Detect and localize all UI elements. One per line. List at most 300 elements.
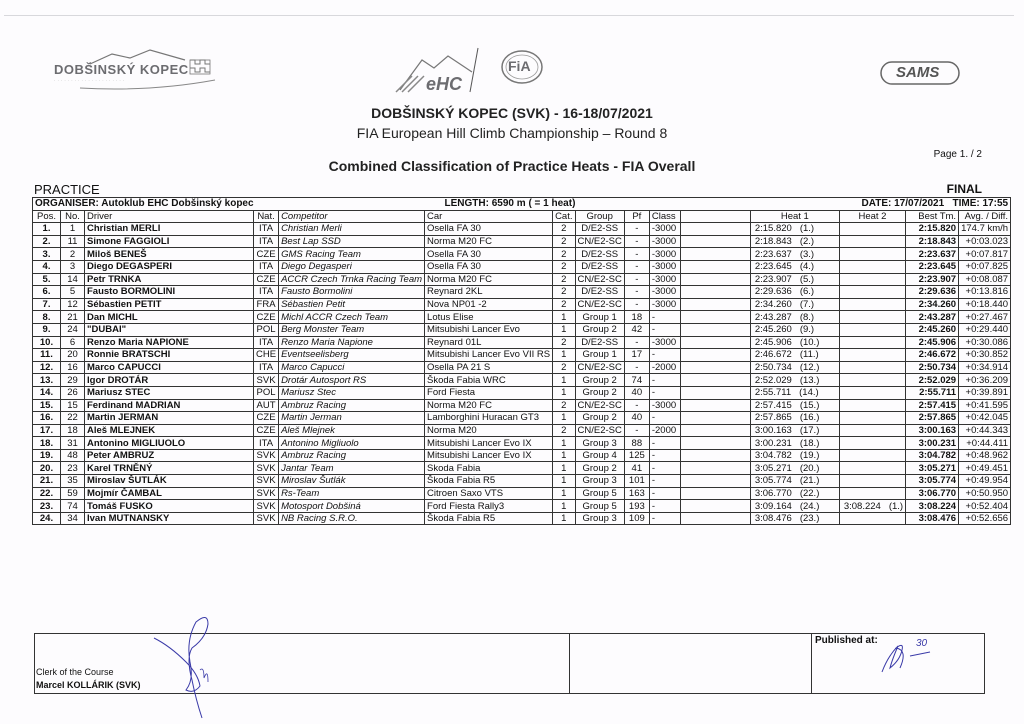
cell-group: Group 3 xyxy=(575,475,624,488)
cell-nat: SVK xyxy=(254,449,279,462)
cell-pf: 163 xyxy=(624,487,649,500)
cell-competitor: Martin Jerman xyxy=(279,412,425,425)
cell-pos: 12. xyxy=(33,361,61,374)
cell-nat: CZE xyxy=(254,424,279,437)
cell-pf: 42 xyxy=(624,323,649,336)
cell-pos: 10. xyxy=(33,336,61,349)
col-heat1: Heat 1 xyxy=(750,210,839,223)
cell-no: 35 xyxy=(61,475,85,488)
heat1-rank: (3.) xyxy=(799,248,815,260)
col-group: Group xyxy=(575,210,624,223)
cell-group: CN/E2-SC xyxy=(575,235,624,248)
cell-competitor: Best Lap SSD xyxy=(279,235,425,248)
cell-best: 2:18.843 xyxy=(906,235,959,248)
cell-pos: 5. xyxy=(33,273,61,286)
cell-pos: 4. xyxy=(33,260,61,273)
heat1-time: 3:00.231 xyxy=(754,437,792,449)
cell-driver: Marco CAPUCCI xyxy=(85,361,254,374)
cell-driver: Mariusz STEC xyxy=(85,386,254,399)
heat1-rank: (1.) xyxy=(799,223,815,235)
cell-heat2 xyxy=(839,248,905,261)
cell-driver: Christian MERLI xyxy=(85,223,254,236)
col-driver: Driver xyxy=(85,210,254,223)
table-row xyxy=(33,512,1011,525)
cell-diff: +0:39.891 xyxy=(959,386,1011,399)
cell-pf: - xyxy=(624,223,649,236)
cell-nat: CHE xyxy=(254,349,279,362)
cell-driver: Diego DEGASPERI xyxy=(85,260,254,273)
cell-competitor: Eventseelisberg xyxy=(279,349,425,362)
cell-heat2 xyxy=(839,260,905,273)
table-row xyxy=(33,475,1011,488)
cell-heat1 xyxy=(750,374,839,387)
cell-best: 2:23.637 xyxy=(906,248,959,261)
cell-blank xyxy=(680,298,750,311)
table-row xyxy=(33,273,1011,286)
cell-car: Osella FA 30 xyxy=(425,260,553,273)
cell-blank xyxy=(680,475,750,488)
cell-heat1 xyxy=(750,412,839,425)
cell-heat1 xyxy=(750,449,839,462)
cell-cat: 1 xyxy=(553,349,575,362)
cell-no: 1 xyxy=(61,223,85,236)
cell-group: Group 2 xyxy=(575,374,624,387)
heat1-rank: (14.) xyxy=(799,387,819,399)
championship-title: FIA European Hill Climb Championship – Round 8 xyxy=(356,125,668,141)
cell-group: CN/E2-SC xyxy=(575,399,624,412)
cell-heat2 xyxy=(839,449,905,462)
clerk-name: Marcel KOLLÁRIK (SVK) xyxy=(36,680,141,690)
heat2-time: 3:08.224 xyxy=(843,500,881,512)
time: TIME: 17:55 xyxy=(952,198,1009,210)
session-label: PRACTICE xyxy=(34,182,100,197)
clerk-role: Clerk of the Course xyxy=(36,667,114,677)
cell-nat: SVK xyxy=(254,500,279,513)
table-row xyxy=(33,235,1011,248)
cell-blank xyxy=(680,260,750,273)
cell-blank xyxy=(680,462,750,475)
cell-no: 26 xyxy=(61,386,85,399)
cell-pos: 18. xyxy=(33,437,61,450)
cell-blank xyxy=(680,235,750,248)
heat1-time: 3:00.163 xyxy=(754,424,792,436)
cell-competitor: Renzo Maria Napione xyxy=(279,336,425,349)
info-row xyxy=(33,198,1011,211)
cell-group: Group 1 xyxy=(575,311,624,324)
cell-cat: 1 xyxy=(553,412,575,425)
cell-class: -2000 xyxy=(649,424,680,437)
cell-heat1 xyxy=(750,273,839,286)
cell-group: CN/E2-SC xyxy=(575,424,624,437)
cell-nat: POL xyxy=(254,323,279,336)
cell-heat1 xyxy=(750,386,839,399)
cell-driver: Fausto BORMOLINI xyxy=(85,286,254,299)
cell-heat2 xyxy=(839,235,905,248)
cell-competitor: Miroslav Šutlák xyxy=(279,475,425,488)
cell-nat: AUT xyxy=(254,399,279,412)
cell-nat: SVK xyxy=(254,475,279,488)
cell-driver: Simone FAGGIOLI xyxy=(85,235,254,248)
cell-heat1 xyxy=(750,512,839,525)
table-row xyxy=(33,386,1011,399)
cell-diff: 174.7 km/h xyxy=(959,223,1011,236)
cell-pf: 109 xyxy=(624,512,649,525)
heat1-time: 3:04.782 xyxy=(754,450,792,462)
cell-cat: 1 xyxy=(553,449,575,462)
cell-pf: - xyxy=(624,424,649,437)
published-time-text: 30 xyxy=(916,638,928,649)
cell-heat1 xyxy=(750,399,839,412)
cell-class: -3000 xyxy=(649,298,680,311)
classification-title: Combined Classification of Practice Heats - FIA Overall xyxy=(328,158,696,174)
cell-pf: - xyxy=(624,273,649,286)
cell-pos: 1. xyxy=(33,223,61,236)
cell-diff: +0:48.962 xyxy=(959,449,1011,462)
heat2-rank: (1.) xyxy=(888,500,904,512)
cell-no: 16 xyxy=(61,361,85,374)
cell-car: Škoda Fabia R5 xyxy=(425,475,553,488)
cell-heat1 xyxy=(750,248,839,261)
cell-cat: 2 xyxy=(553,260,575,273)
cell-pf: 125 xyxy=(624,449,649,462)
cell-group: D/E2-SS xyxy=(575,223,624,236)
cell-blank xyxy=(680,311,750,324)
heat1-rank: (4.) xyxy=(799,261,815,273)
cell-pos: 22. xyxy=(33,487,61,500)
cell-best: 3:00.163 xyxy=(906,424,959,437)
cell-car: Mitsubishi Lancer Evo IX xyxy=(425,449,553,462)
cell-class: - xyxy=(649,512,680,525)
cell-pos: 6. xyxy=(33,286,61,299)
cell-heat2 xyxy=(839,223,905,236)
cell-nat: ITA xyxy=(254,260,279,273)
cell-best: 3:05.774 xyxy=(906,475,959,488)
cell-cat: 2 xyxy=(553,223,575,236)
length: LENGTH: 6590 m ( = 1 heat) xyxy=(425,198,681,211)
heat1-time: 3:06.770 xyxy=(754,487,792,499)
cell-diff: +0:44.411 xyxy=(959,437,1011,450)
cell-pos: 9. xyxy=(33,323,61,336)
cell-driver: Miloš BENEŠ xyxy=(85,248,254,261)
cell-diff: +0:07.817 xyxy=(959,248,1011,261)
cell-competitor: Ambruz Racing xyxy=(279,449,425,462)
cell-best: 2:43.287 xyxy=(906,311,959,324)
cell-blank xyxy=(680,386,750,399)
table-row xyxy=(33,437,1011,450)
cell-car: Reynard 01L xyxy=(425,336,553,349)
cell-group: CN/E2-SC xyxy=(575,273,624,286)
col-pf: Pf xyxy=(624,210,649,223)
cell-cat: 1 xyxy=(553,437,575,450)
cell-no: 12 xyxy=(61,298,85,311)
heat1-rank: (22.) xyxy=(799,487,820,499)
heat1-rank: (10.) xyxy=(799,336,820,348)
cell-competitor: Mariusz Stec xyxy=(279,386,425,399)
cell-class: - xyxy=(649,311,680,324)
cell-competitor: ACCR Czech Trnka Racing Team xyxy=(279,273,425,286)
cell-no: 22 xyxy=(61,412,85,425)
cell-best: 3:08.224 xyxy=(906,500,959,513)
cell-blank xyxy=(680,374,750,387)
heat1-time: 2:45.906 xyxy=(754,336,792,348)
cell-competitor: Rs-Team xyxy=(279,487,425,500)
cell-nat: FRA xyxy=(254,298,279,311)
cell-nat: ITA xyxy=(254,336,279,349)
cell-cat: 2 xyxy=(553,235,575,248)
cell-driver: Igor DROTÁR xyxy=(85,374,254,387)
cell-best: 2:52.029 xyxy=(906,374,959,387)
col-competitor: Competitor xyxy=(279,210,425,223)
cell-pf: - xyxy=(624,399,649,412)
cell-pos: 15. xyxy=(33,399,61,412)
cell-blank xyxy=(680,248,750,261)
heat1-time: 3:05.774 xyxy=(754,475,792,487)
cell-driver: Sébastien PETIT xyxy=(85,298,254,311)
cell-best: 2:15.820 xyxy=(906,223,959,236)
cell-pf: 193 xyxy=(624,500,649,513)
cell-pf: - xyxy=(624,298,649,311)
dobsinsky-kopec-logo xyxy=(50,46,230,96)
cell-pf: - xyxy=(624,260,649,273)
heat1-rank: (13.) xyxy=(799,374,820,386)
cell-pf: - xyxy=(624,248,649,261)
cell-pf: 74 xyxy=(624,374,649,387)
table-row xyxy=(33,424,1011,437)
cell-class: -3000 xyxy=(649,286,680,299)
cell-pos: 13. xyxy=(33,374,61,387)
cell-competitor: Motosport Dobšiná xyxy=(279,500,425,513)
cell-best: 3:04.782 xyxy=(906,449,959,462)
cell-pf: - xyxy=(624,336,649,349)
table-row xyxy=(33,462,1011,475)
cell-pos: 8. xyxy=(33,311,61,324)
heat1-time: 2:23.637 xyxy=(754,248,792,260)
cell-cat: 2 xyxy=(553,424,575,437)
cell-best: 2:45.260 xyxy=(906,323,959,336)
cell-class: - xyxy=(649,475,680,488)
cell-no: 23 xyxy=(61,462,85,475)
cell-competitor: NB Racing S.R.O. xyxy=(279,512,425,525)
cell-group: Group 5 xyxy=(575,500,624,513)
cell-no: 21 xyxy=(61,311,85,324)
table-row xyxy=(33,487,1011,500)
heat1-time: 2:29.636 xyxy=(754,286,792,298)
cell-diff: +0:30.852 xyxy=(959,349,1011,362)
cell-class: - xyxy=(649,349,680,362)
cell-cat: 2 xyxy=(553,361,575,374)
cell-nat: SVK xyxy=(254,487,279,500)
cell-car: Lotus Elise xyxy=(425,311,553,324)
cell-heat1 xyxy=(750,349,839,362)
cell-car: Mitsubishi Lancer Evo xyxy=(425,323,553,336)
heat1-rank: (2.) xyxy=(799,236,815,248)
status-label: FINAL xyxy=(946,182,982,196)
cell-heat2 xyxy=(839,437,905,450)
table-row xyxy=(33,399,1011,412)
cell-no: 24 xyxy=(61,323,85,336)
clerk-signature-icon xyxy=(150,610,220,722)
cell-heat2 xyxy=(839,500,905,513)
cell-pos: 20. xyxy=(33,462,61,475)
cell-heat2 xyxy=(839,487,905,500)
cell-heat2 xyxy=(839,374,905,387)
cell-pos: 17. xyxy=(33,424,61,437)
table-row xyxy=(33,323,1011,336)
handwritten-initials-icon xyxy=(878,638,938,674)
cell-class: - xyxy=(649,437,680,450)
cell-group: Group 4 xyxy=(575,449,624,462)
cell-nat: CZE xyxy=(254,273,279,286)
cell-best: 2:55.711 xyxy=(906,386,959,399)
table-row xyxy=(33,223,1011,236)
cell-pos: 11. xyxy=(33,349,61,362)
cell-diff: +0:42.045 xyxy=(959,412,1011,425)
cell-best: 2:57.865 xyxy=(906,412,959,425)
results-table xyxy=(32,197,1011,525)
cell-best: 2:50.734 xyxy=(906,361,959,374)
cell-group: Group 5 xyxy=(575,487,624,500)
heat1-time: 2:43.287 xyxy=(754,311,792,323)
heat1-time: 2:46.672 xyxy=(754,349,792,361)
cell-pf: 40 xyxy=(624,386,649,399)
cell-diff: +0:29.440 xyxy=(959,323,1011,336)
cell-best: 2:23.907 xyxy=(906,273,959,286)
cell-competitor: GMS Racing Team xyxy=(279,248,425,261)
cell-best: 3:05.271 xyxy=(906,462,959,475)
cell-group: Group 2 xyxy=(575,412,624,425)
cell-driver: Petr TRNKA xyxy=(85,273,254,286)
fia-logo-text: FiA xyxy=(508,58,531,74)
col-pos: Pos. xyxy=(33,210,61,223)
cell-blank xyxy=(680,512,750,525)
heat1-rank: (8.) xyxy=(799,311,815,323)
cell-group: Group 3 xyxy=(575,512,624,525)
organiser: ORGANISER: Autoklub EHC Dobšinský kopec xyxy=(33,198,425,211)
heat1-rank: (15.) xyxy=(799,399,820,411)
cell-driver: Renzo Maria NAPIONE xyxy=(85,336,254,349)
cell-driver: Martin JERMAN xyxy=(85,412,254,425)
cell-class: - xyxy=(649,374,680,387)
cell-car: Ford Fiesta Rally3 xyxy=(425,500,553,513)
cell-cat: 1 xyxy=(553,512,575,525)
cell-driver: Tomáš FUSKO xyxy=(85,500,254,513)
col-blank xyxy=(680,210,750,223)
cell-heat2 xyxy=(839,462,905,475)
cell-car: Nova NP01 -2 xyxy=(425,298,553,311)
sams-logo-text: SAMS xyxy=(896,64,940,81)
cell-no: 3 xyxy=(61,260,85,273)
cell-driver: Mojmír ČAMBAL xyxy=(85,487,254,500)
table-row xyxy=(33,361,1011,374)
cell-blank xyxy=(680,273,750,286)
cell-heat1 xyxy=(750,361,839,374)
cell-group: D/E2-SS xyxy=(575,260,624,273)
cell-blank xyxy=(680,500,750,513)
cell-heat2 xyxy=(839,412,905,425)
cell-heat2 xyxy=(839,386,905,399)
cell-diff: +0:49.451 xyxy=(959,462,1011,475)
cell-no: 18 xyxy=(61,424,85,437)
cell-nat: CZE xyxy=(254,412,279,425)
heat1-time: 2:15.820 xyxy=(754,223,792,235)
cell-driver: Ronnie BRATSCHI xyxy=(85,349,254,362)
cell-cat: 1 xyxy=(553,374,575,387)
col-best: Best Tm. xyxy=(906,210,959,223)
cell-best: 3:00.231 xyxy=(906,437,959,450)
cell-heat1 xyxy=(750,286,839,299)
cell-competitor: Sébastien Petit xyxy=(279,298,425,311)
cell-nat: CZE xyxy=(254,248,279,261)
published-time-handwriting xyxy=(878,638,938,674)
cell-cat: 1 xyxy=(553,323,575,336)
cell-class: - xyxy=(649,487,680,500)
cell-heat2 xyxy=(839,512,905,525)
cell-heat2 xyxy=(839,475,905,488)
heat1-time: 2:18.843 xyxy=(754,236,792,248)
cell-no: 74 xyxy=(61,500,85,513)
cell-no: 15 xyxy=(61,399,85,412)
heat1-time: 3:09.164 xyxy=(754,500,792,512)
cell-heat2 xyxy=(839,311,905,324)
cell-competitor: Michl ACCR Czech Team xyxy=(279,311,425,324)
cell-nat: ITA xyxy=(254,361,279,374)
cell-pos: 16. xyxy=(33,412,61,425)
cell-car: Mitsubishi Lancer Evo IX xyxy=(425,437,553,450)
heat1-rank: (17.) xyxy=(799,424,820,436)
results-body xyxy=(33,223,1011,525)
cell-cat: 1 xyxy=(553,462,575,475)
col-class: Class xyxy=(649,210,680,223)
cell-cat: 2 xyxy=(553,399,575,412)
cell-no: 48 xyxy=(61,449,85,462)
cell-heat1 xyxy=(750,235,839,248)
heat1-rank: (11.) xyxy=(799,349,819,361)
scan-edge-line xyxy=(4,15,1014,16)
cell-driver: Miroslav ŠUTLÁK xyxy=(85,475,254,488)
heat1-rank: (7.) xyxy=(799,299,815,311)
cell-diff: +0:27.467 xyxy=(959,311,1011,324)
cell-heat2 xyxy=(839,349,905,362)
cell-heat1 xyxy=(750,298,839,311)
cell-blank xyxy=(680,437,750,450)
cell-diff: +0:08.087 xyxy=(959,273,1011,286)
heat1-time: 2:52.029 xyxy=(754,374,792,386)
heat1-rank: (19.) xyxy=(799,450,820,462)
cell-heat1 xyxy=(750,323,839,336)
cell-heat2 xyxy=(839,286,905,299)
cell-class: -3000 xyxy=(649,248,680,261)
table-row xyxy=(33,336,1011,349)
cell-class: -3000 xyxy=(649,223,680,236)
heat1-time: 2:23.645 xyxy=(754,261,792,273)
cell-group: Group 2 xyxy=(575,323,624,336)
cell-best: 2:46.672 xyxy=(906,349,959,362)
cell-no: 31 xyxy=(61,437,85,450)
cell-competitor: Jantar Team xyxy=(279,462,425,475)
cell-car: Skoda Fabia xyxy=(425,462,553,475)
cell-diff: +0:49.954 xyxy=(959,475,1011,488)
cell-blank xyxy=(680,336,750,349)
cell-driver: Aleš MLEJNEK xyxy=(85,424,254,437)
cell-heat1 xyxy=(750,336,839,349)
cell-class: -3000 xyxy=(649,273,680,286)
cell-cat: 2 xyxy=(553,286,575,299)
cell-best: 2:23.645 xyxy=(906,260,959,273)
cell-heat2 xyxy=(839,399,905,412)
date-time xyxy=(680,198,1010,211)
col-heat2: Heat 2 xyxy=(839,210,905,223)
cell-blank xyxy=(680,449,750,462)
